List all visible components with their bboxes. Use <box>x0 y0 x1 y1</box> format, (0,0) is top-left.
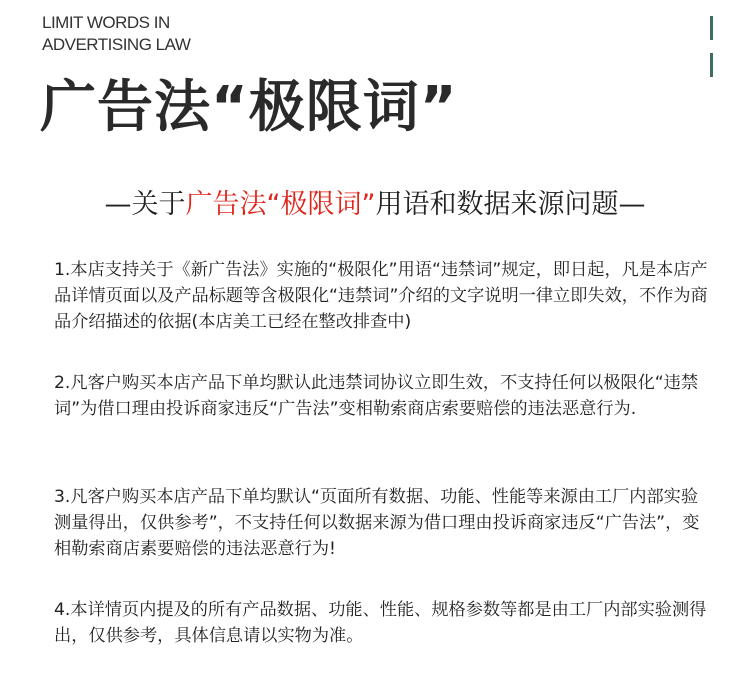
page-title: 广告法“极限词” <box>40 75 458 140</box>
eyebrow-label <box>42 12 190 56</box>
notice-paragraph-3: 3.凡客户购买本店产品下单均默认“页面所有数据、功能、性能等来源由工厂内部实验测量得出，仅供参考”，不支持任何以数据来源为借口理由投诉商家违反“广告法”，变相勒索商店素要赔偿的违法恶意行为! <box>54 487 700 559</box>
eyebrow-line-1: LIMIT WORDS IN <box>42 13 170 32</box>
notice-paragraph-1: 1.本店支持关于《新广告法》实施的“极限化”用语“违禁词”规定，即日起，凡是本店产品详情页面以及产品标题等含极限化“违禁词”介绍的文字说明一律立即失效，不作为商品介绍描述的依据(本店美工已经在整改排查中) <box>54 260 708 332</box>
notice-paragraph-4: 4.本详情页内提及的所有产品数据、功能、性能、规格参数等都是由工厂内部实验测得出，仅供参考，具体信息请以实物为准。 <box>54 600 707 646</box>
notice-paragraph-2: 2.凡客户购买本店产品下单均默认此违禁词协议立即生效，不支持任何以极限化“违禁词”为借口理由投诉商家违反“广告法”变相勒索商店索要赔偿的违法恶意行为. <box>54 373 699 419</box>
accent-bar-bottom <box>710 53 713 77</box>
eyebrow-line-2: ADVERTISING LAW <box>42 35 191 54</box>
subtitle-highlight: 广告法“极限词” <box>185 189 376 220</box>
subtitle-prefix: —关于 <box>104 189 186 220</box>
section-subtitle <box>0 185 750 225</box>
subtitle-suffix: 用语和数据来源问题— <box>375 189 646 220</box>
accent-bar-top <box>710 16 713 40</box>
